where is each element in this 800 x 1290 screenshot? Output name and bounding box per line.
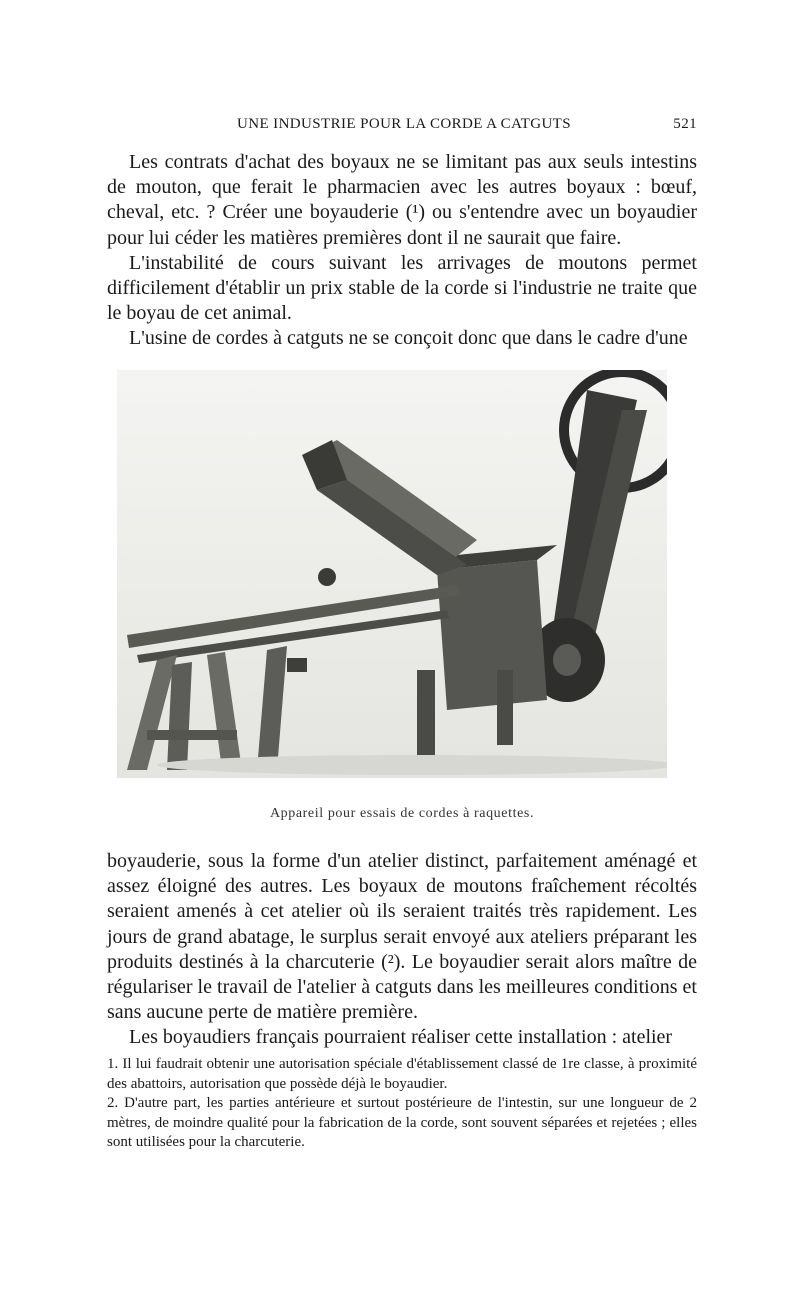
paragraph: L'usine de cordes à catguts ne se conçoit donc que dans le cadre d'une — [129, 327, 688, 350]
paragraph: boyauderie, sous la forme d'un atelier distinct, parfaitement aménagé et assez éloigné des autres. Les boyaux de moutons fraîchement récoltés seraient amenés à cet atelier où ils seraient traités très rapidement. Les jours de grand abatage, le surplus serait envoyé aux ateliers préparant les produits destinés à la charcuterie (²). Le boyaudier serait alors maître de régulariser le travail de l'atelier à catguts dans les meilleures conditions et sans aucune perte de matière première. — [107, 850, 697, 1024]
running-head — [107, 116, 697, 136]
footnote: 1. Il lui faudrait obtenir une autorisation spéciale d'établissement classé de 1re classe, à proximité des abattoirs, autorisation que possède déjà le boyaudier. — [107, 1056, 697, 1092]
body-text-top — [107, 150, 697, 352]
footnote: 2. D'autre part, les parties antérieure et surtout postérieure de l'intestin, sur une longueur de 2 mètres, de moindre qualité pour la fabrication de la corde, sont souvent séparées et rejetées ; elles sont utilisées pour la charcuterie. — [107, 1095, 697, 1151]
body-text-bottom — [107, 849, 697, 1051]
page-number: 521 — [673, 116, 697, 132]
paragraph: L'instabilité de cours suivant les arrivages de moutons permet difficilement d'établir un prix stable de la corde si l'industrie ne traite que le boyau de cet animal. — [107, 251, 697, 325]
machine-photograph — [117, 370, 667, 778]
figure-caption: Appareil pour essais de cordes à raquettes. — [269, 806, 535, 821]
running-title: UNE INDUSTRIE POUR LA CORDE A CATGUTS — [237, 116, 571, 132]
paragraph: Les boyaudiers français pourraient réaliser cette installation : atelier — [129, 1026, 673, 1049]
paragraph: Les contrats d'achat des boyaux ne se limitant pas aux seuls intestins de mouton, que ferait le pharmacien avec les autres boyaux : bœuf, cheval, etc. ? Créer une boyauderie (¹) ou s'entendre avec un boyaudier pour lui céder les matières premières dont il ne saurait que faire. — [107, 151, 697, 249]
footnotes — [107, 1055, 697, 1153]
